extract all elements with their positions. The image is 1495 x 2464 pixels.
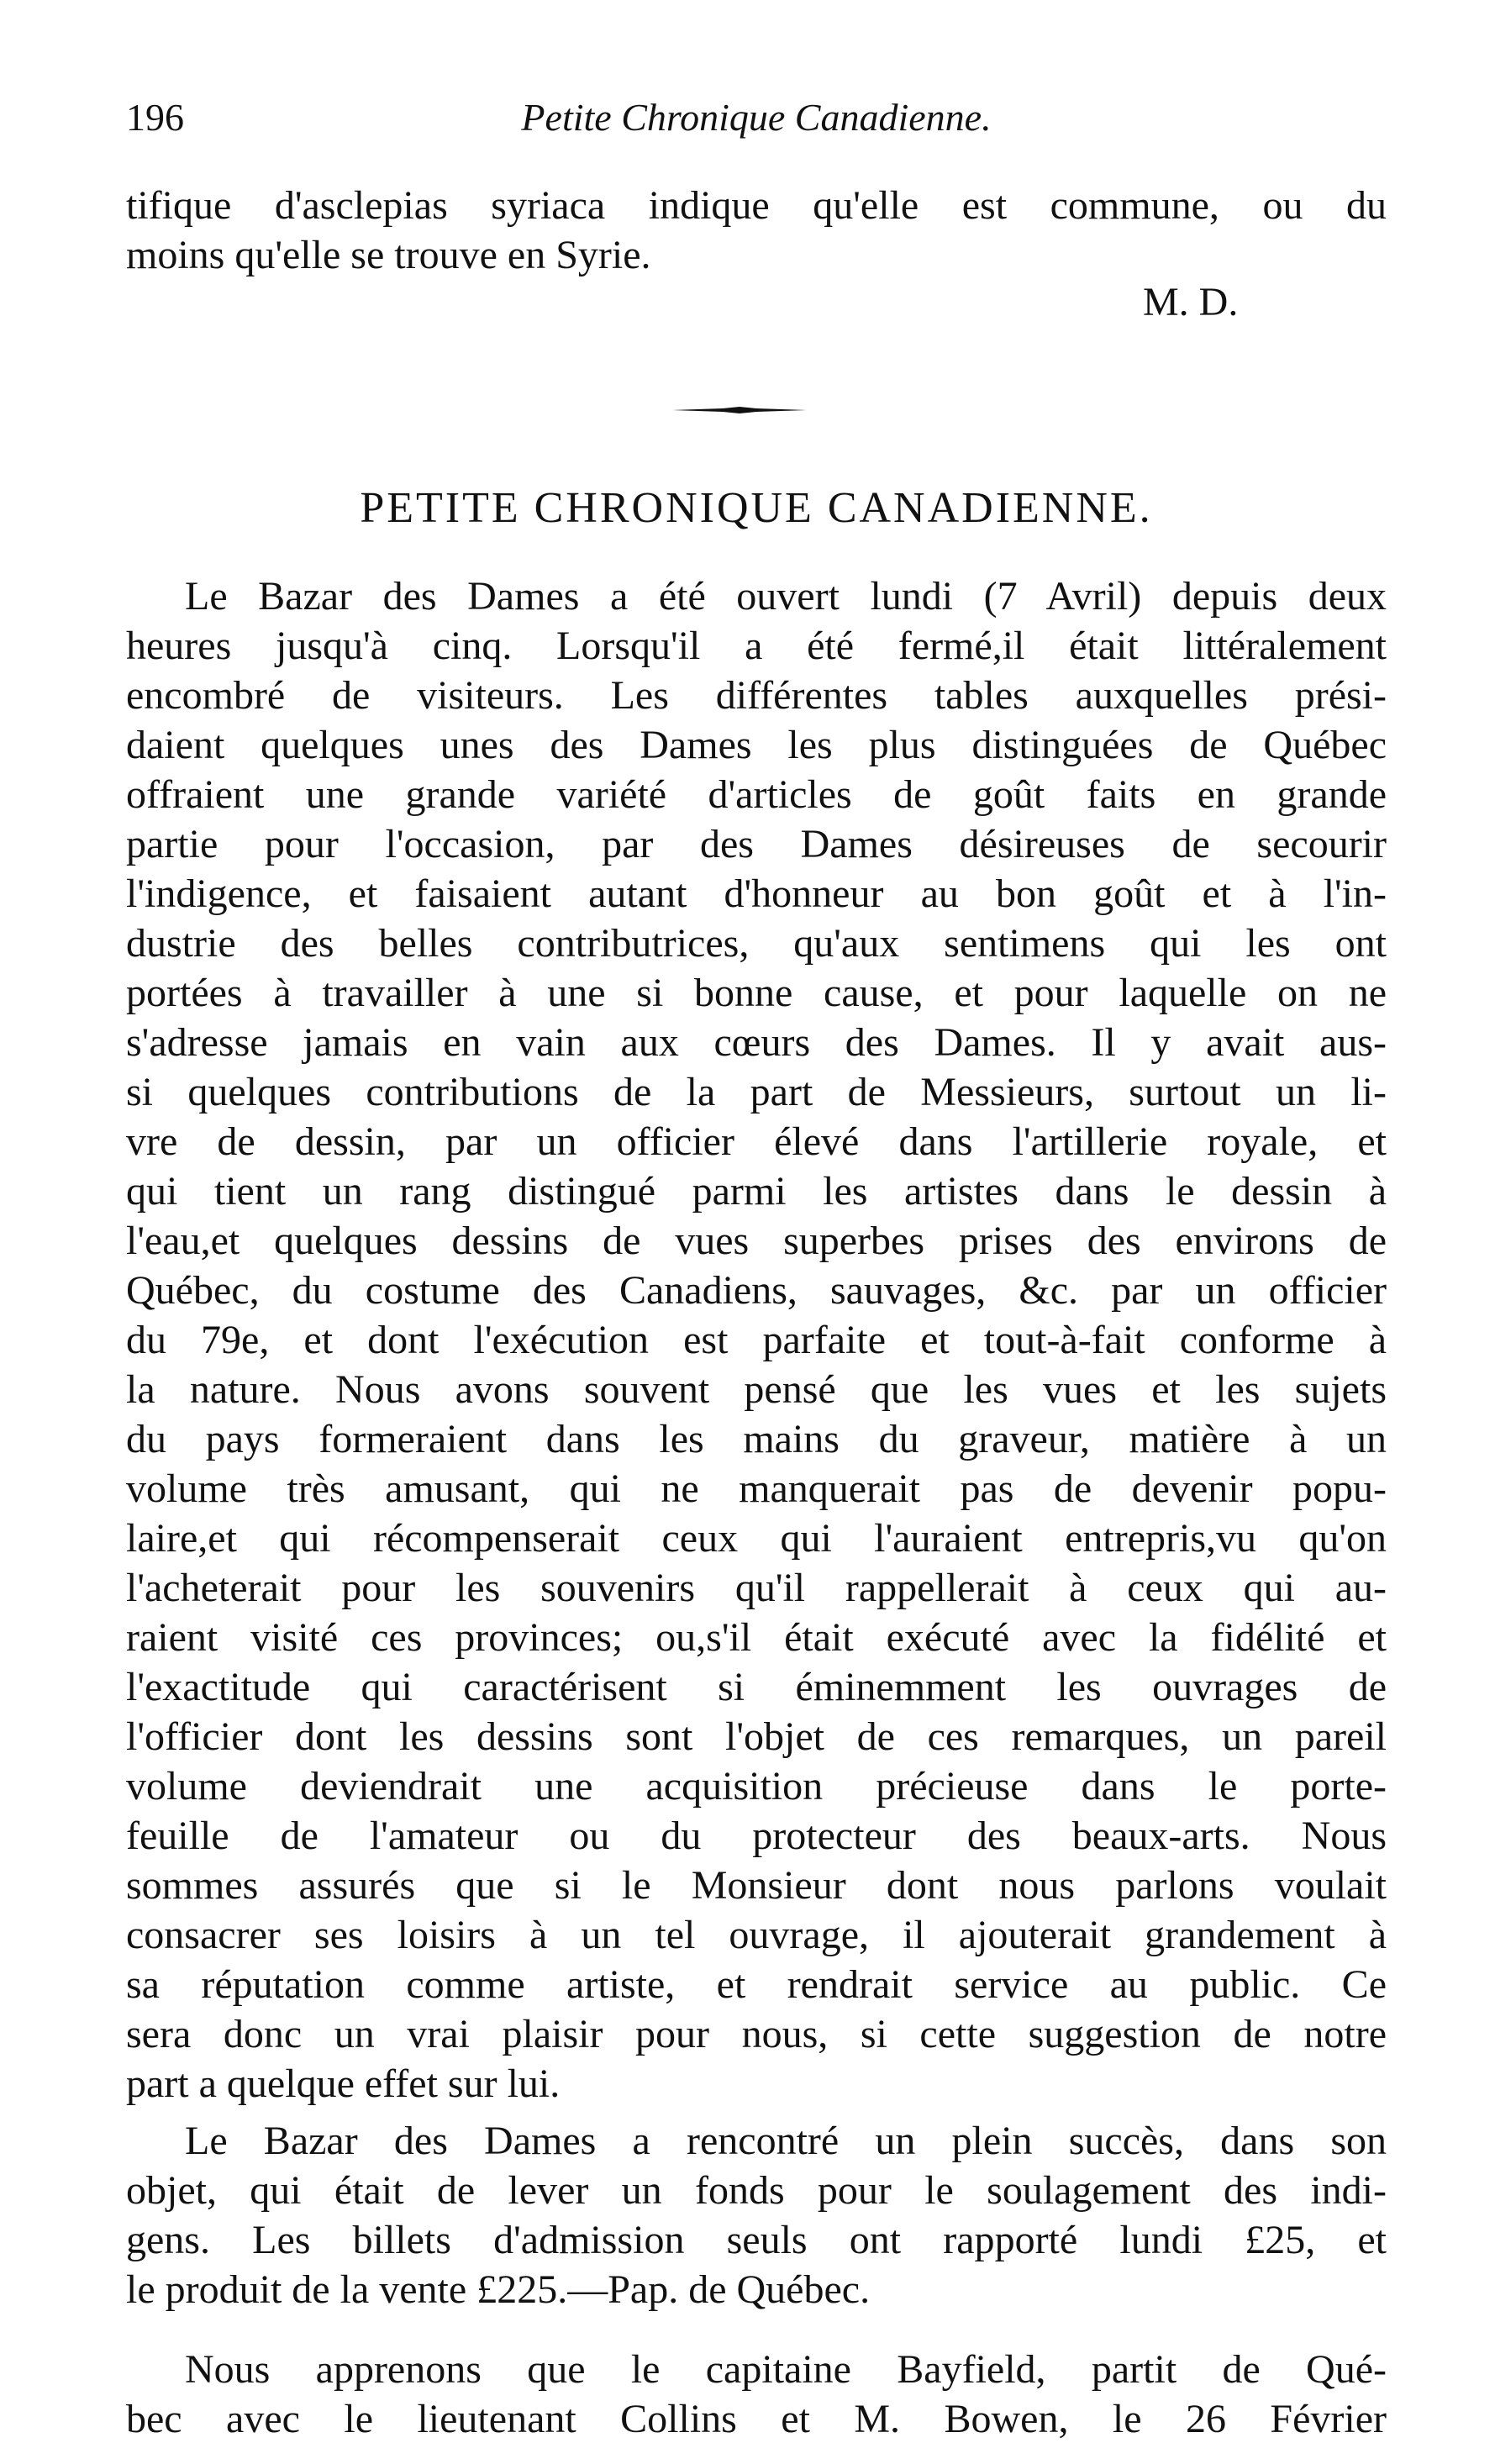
text-line: daient quelques unes des Dames les plus distinguées de Québec <box>126 723 1387 767</box>
text-line: le produit de la vente £225.—Pap. de Québec. <box>126 2267 871 2312</box>
text-line: Nous apprenons que le capitaine Bayfield, partit de Qué- <box>185 2347 1387 2392</box>
text-line: la nature. Nous avons souvent pensé que les vues et les sujets <box>126 1367 1387 1412</box>
text-line: Québec, du costume des Canadiens, sauvages, &c. par un officier <box>126 1268 1387 1313</box>
continued-paragraph <box>126 181 1387 280</box>
paragraph-bazar <box>126 571 1387 2109</box>
paragraph-bazar-success <box>126 2116 1387 2314</box>
text-line: partie pour l'occasion, par des Dames désireuses de secourir <box>126 822 1387 866</box>
text-line: dustrie des belles contributrices, qu'aux sentimens qui les ont <box>126 921 1387 966</box>
text-line: laire,et qui récompenserait ceux qui l'auraient entrepris,vu qu'on <box>126 1516 1387 1561</box>
text-line: part a quelque effet sur lui. <box>126 2061 561 2106</box>
running-title: Petite Chronique Canadienne. <box>521 96 992 139</box>
text-line: sommes assurés que si le Monsieur dont nous parlons voulait <box>126 1863 1387 1908</box>
text-line: l'eau,et quelques dessins de vues superbes prises des environs de <box>126 1219 1387 1263</box>
page-header <box>126 88 1387 147</box>
text-line: sa réputation comme artiste, et rendrait service au public. Ce <box>126 1962 1387 2007</box>
paragraph-bayfield <box>126 2345 1387 2444</box>
text-line: l'indigence, et faisaient autant d'honneur au bon goût et à l'in- <box>126 871 1387 916</box>
text-line: moins qu'elle se trouve en Syrie. <box>126 233 651 277</box>
text-line: volume deviendrait une acquisition précieuse dans le porte- <box>126 1764 1387 1809</box>
text-line: heures jusqu'à cinq. Lorsqu'il a été fermé,il était littéralement <box>126 624 1387 668</box>
text-line: tifique d'asclepias syriaca indique qu'elle est commune, ou du <box>126 183 1387 228</box>
section-title: PETITE CHRONIQUE CANADIENNE. <box>360 484 1153 532</box>
text-line: bec avec le lieutenant Collins et M. Bowen, le 26 Février <box>126 2397 1387 2441</box>
text-line: l'acheterait pour les souvenirs qu'il rappellerait à ceux qui au- <box>126 1566 1387 1610</box>
author-signature: M. D. <box>1143 280 1239 324</box>
section-divider <box>672 407 807 413</box>
text-line: gens. Les billets d'admission seuls ont rapporté lundi £25, et <box>126 2218 1387 2262</box>
text-line: Le Bazar des Dames a été ouvert lundi (7 Avril) depuis deux <box>185 574 1387 619</box>
text-line: volume très amusant, qui ne manquerait pas de devenir popu- <box>126 1466 1387 1511</box>
text-line: objet, qui était de lever un fonds pour le soulagement des indi- <box>126 2168 1387 2213</box>
text-line: feuille de l'amateur ou du protecteur des beaux-arts. Nous <box>126 1814 1387 1858</box>
text-line: offraient une grande variété d'articles de goût faits en grande <box>126 772 1387 817</box>
text-line: encombré de visiteurs. Les différentes tables auxquelles prési- <box>126 673 1387 718</box>
text-line: l'officier dont les dessins sont l'objet de ces remarques, un pareil <box>126 1714 1387 1759</box>
text-line: portées à travailler à une si bonne cause, et pour laquelle on ne <box>126 971 1387 1015</box>
text-line: si quelques contributions de la part de Messieurs, surtout un li- <box>126 1070 1387 1114</box>
text-line: vre de dessin, par un officier élevé dans l'artillerie royale, et <box>126 1119 1387 1164</box>
text-line: du 79e, et dont l'exécution est parfaite et tout-à-fait conforme à <box>126 1318 1387 1362</box>
text-line: du pays formeraient dans les mains du graveur, matière à un <box>126 1417 1387 1461</box>
text-line: raient visité ces provinces; ou,s'il était exécuté avec la fidélité et <box>126 1615 1387 1660</box>
page-number: 196 <box>126 96 184 139</box>
text-line: sera donc un vrai plaisir pour nous, si cette suggestion de notre <box>126 2012 1387 2056</box>
text-line: s'adresse jamais en vain aux cœurs des Dames. Il y avait aus- <box>126 1020 1387 1065</box>
text-line: qui tient un rang distingué parmi les artistes dans le dessin à <box>126 1169 1387 1214</box>
text-line: l'exactitude qui caractérisent si éminemment les ouvrages de <box>126 1665 1387 1709</box>
text-line: consacrer ses loisirs à un tel ouvrage, il ajouterait grandement à <box>126 1913 1387 1957</box>
text-line: Le Bazar des Dames a rencontré un plein succès, dans son <box>185 2119 1387 2163</box>
